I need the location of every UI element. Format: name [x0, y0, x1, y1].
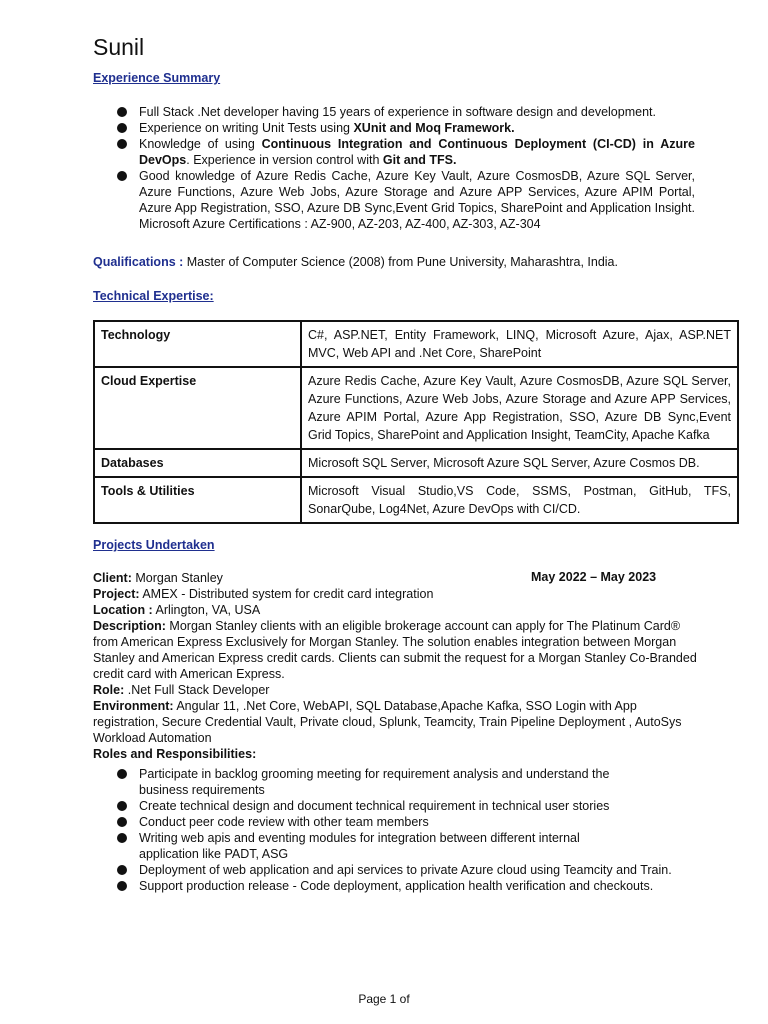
role-label: Role:: [93, 683, 125, 697]
projects-heading: Projects Undertaken: [93, 538, 215, 552]
table-key: Technology: [94, 321, 301, 367]
project-label: Project:: [93, 587, 140, 601]
table-row: [94, 477, 738, 523]
table-row: [94, 449, 738, 477]
location-value: Arlington, VA, USA: [152, 603, 261, 617]
bullet-icon: [117, 171, 127, 181]
responsibility-item: Participate in backlog grooming meeting for requirement analysis and understand the business requirements: [117, 766, 697, 798]
table-key: Databases: [94, 449, 301, 477]
page-number: Page 1 of: [358, 992, 410, 1006]
table-value: Microsoft SQL Server, Microsoft Azure SQL Server, Azure Cosmos DB.: [301, 449, 738, 477]
experience-item: Full Stack .Net developer having 15 years of experience in software design and development.: [117, 104, 695, 120]
bullet-icon: [117, 865, 127, 875]
bullet-icon: [117, 123, 127, 133]
table-value: C#, ASP.NET, Entity Framework, LINQ, Microsoft Azure, Ajax, ASP.NET MVC, Web API and .Net Core, SharePoint: [301, 321, 738, 367]
bullet-icon: [117, 107, 127, 117]
table-key: Tools & Utilities: [94, 477, 301, 523]
experience-list: [117, 104, 695, 232]
technical-expertise-heading: Technical Expertise:: [93, 289, 214, 303]
table-row: [94, 321, 738, 367]
table-value: Azure Redis Cache, Azure Key Vault, Azure CosmosDB, Azure SQL Server, Azure Functions, Azure Web Jobs, Azure Storage and Azure APP Services, Azure APIM Portal, Azure App Registration, SSO, Azure DB Sync,Event Grid Topics, SharePoint and Application Insight, TeamCity, Apache Kafka: [301, 367, 738, 449]
bullet-icon: [117, 769, 127, 779]
technical-expertise-table: [93, 320, 739, 524]
responsibility-item: Support production release - Code deployment, application health verification and checkouts.: [117, 878, 697, 894]
roles-label: Roles and Responsibilities:: [93, 747, 257, 761]
description-value: Morgan Stanley clients with an eligible brokerage account can apply for The Platinum Card® from American Express Exclusively for Morgan Stanley. The solution enables integration between Morgan Stanley and American Express credit cards. Clients can submit the request for a Morgan Stanley Co-Branded credit card with American Express.: [93, 619, 697, 681]
responsibility-item: Writing web apis and eventing modules for integration between different internal application like PADT, ASG: [117, 830, 697, 862]
role-value: .Net Full Stack Developer: [124, 683, 270, 697]
responsibility-item: Conduct peer code review with other team members: [117, 814, 697, 830]
description-label: Description:: [93, 619, 166, 633]
bullet-icon: [117, 801, 127, 811]
qualifications: [93, 255, 618, 269]
bullet-icon: [117, 881, 127, 891]
environment-label: Environment:: [93, 699, 174, 713]
responsibilities-list: [117, 766, 697, 894]
experience-item: Good knowledge of Azure Redis Cache, Azure Key Vault, Azure CosmosDB, Azure SQL Server, Azure Functions, Azure Web Jobs, Azure Storage and Azure APP Services, Azure APIM Portal, Azure App Registration, SSO, Azure DB Sync,Event Grid Topics, SharePoint and Application Insight. Microsoft Azure Certifications : AZ-900, AZ-203, AZ-400, AZ-303, AZ-304: [117, 168, 695, 232]
table-key: Cloud Expertise: [94, 367, 301, 449]
bullet-icon: [117, 833, 127, 843]
project-dates: May 2022 – May 2023: [531, 570, 657, 584]
qualifications-text: Master of Computer Science (2008) from Pune University, Maharashtra, India.: [183, 255, 618, 269]
project-details: [93, 570, 703, 762]
location-label: Location :: [93, 603, 153, 617]
experience-item: Knowledge of using Continuous Integration and Continuous Deployment (CI-CD) in Azure DevOps. Experience in version control with Git and TFS.: [117, 136, 695, 168]
candidate-name: Sunil: [93, 34, 145, 60]
responsibility-item: Deployment of web application and api services to private Azure cloud using Teamcity and Train.: [117, 862, 697, 878]
qualifications-label: Qualifications :: [93, 255, 184, 269]
experience-item: Experience on writing Unit Tests using XUnit and Moq Framework.: [117, 120, 695, 136]
bullet-icon: [117, 139, 127, 149]
client-value: Morgan Stanley: [131, 571, 223, 585]
client-label: Client:: [93, 571, 132, 585]
table-row: [94, 367, 738, 449]
bullet-icon: [117, 817, 127, 827]
experience-summary-heading: Experience Summary: [93, 71, 221, 85]
environment-value: Angular 11, .Net Core, WebAPI, SQL Database,Apache Kafka, SSO Login with App registration, Secure Credential Vault, Private cloud, Splunk, Teamcity, Train Pipeline Deployment , AutoSys Workload Automation: [93, 699, 682, 745]
responsibility-item: Create technical design and document technical requirement in technical user stories: [117, 798, 697, 814]
project-value: AMEX - Distributed system for credit card integration: [139, 587, 434, 601]
table-value: Microsoft Visual Studio,VS Code, SSMS, Postman, GitHub, TFS, SonarQube, Log4Net, Azure DevOps with CI/CD.: [301, 477, 738, 523]
